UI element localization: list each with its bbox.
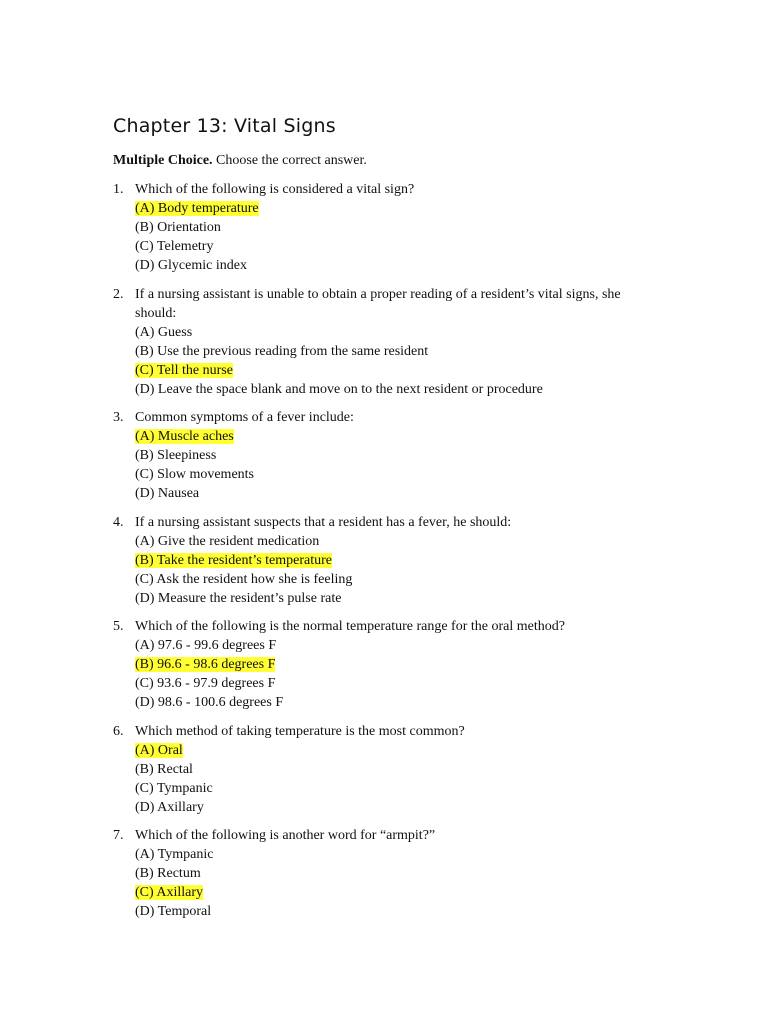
- correct-answer-option: [135, 199, 633, 218]
- answer-option-text: (A) Give the resident medication: [135, 533, 320, 549]
- answer-option: [135, 902, 633, 921]
- question-text: Which method of taking temperature is the most common?: [135, 723, 465, 739]
- question-4: [113, 513, 633, 608]
- answer-option-text: (A) Body temperature: [135, 201, 259, 216]
- answer-option: [135, 465, 633, 484]
- instructions-label: Multiple Choice.: [113, 153, 213, 168]
- answer-option-text: (B) Orientation: [135, 220, 221, 235]
- question-number: 2.: [113, 286, 124, 302]
- correct-answer-option: [135, 883, 633, 902]
- answer-option: [135, 693, 633, 712]
- answer-option: [135, 380, 633, 399]
- question-text: Which of the following is the normal temperature range for the oral method?: [135, 619, 565, 634]
- answer-option-text: (D) Leave the space blank and move on to the next resident or procedure: [135, 381, 543, 397]
- instructions-text: Choose the correct answer.: [212, 153, 367, 168]
- answer-option: [135, 218, 633, 237]
- answer-option-text: (A) 97.6 - 99.6 degrees F: [135, 638, 277, 653]
- answer-option-text: (C) Telemetry: [135, 239, 214, 254]
- answer-option-text: (D) 98.6 - 100.6 degrees F: [135, 695, 284, 710]
- answer-option: [135, 636, 633, 655]
- answer-option-text: (D) Temporal: [135, 904, 212, 919]
- question-5: [113, 617, 633, 712]
- answer-option: [135, 674, 633, 693]
- answer-options: [135, 199, 633, 275]
- answer-option: [135, 446, 633, 465]
- question-3: [113, 408, 633, 503]
- answer-options: [135, 532, 633, 608]
- answer-option-text: (C) Slow movements: [135, 467, 254, 482]
- answer-option-text: (A) Oral: [135, 742, 183, 758]
- answer-options: [135, 427, 633, 503]
- answer-option-text: (C) Ask the resident how she is feeling: [135, 571, 353, 587]
- answer-option: [135, 845, 633, 864]
- answer-option-text: (D) Axillary: [135, 799, 204, 815]
- answer-option-text: (B) Rectal: [135, 761, 193, 777]
- answer-options: [135, 845, 633, 921]
- answer-options: [135, 636, 633, 712]
- answer-option: [135, 484, 633, 503]
- answer-option: [135, 760, 633, 779]
- instructions: [113, 151, 367, 170]
- answer-option-text: (C) 93.6 - 97.9 degrees F: [135, 676, 276, 691]
- answer-option-text: (A) Muscle aches: [135, 429, 234, 444]
- answer-options: [135, 741, 633, 817]
- answer-option-text: (C) Tympanic: [135, 780, 213, 796]
- answer-option: [135, 589, 633, 608]
- question-number: 5.: [113, 619, 124, 634]
- correct-answer-option: [135, 655, 633, 674]
- answer-option: [135, 570, 633, 589]
- answer-option: [135, 532, 633, 551]
- question-1: [113, 180, 633, 275]
- question-number: 1.: [113, 182, 124, 197]
- answer-option-text: (B) Rectum: [135, 866, 201, 881]
- answer-option-text: (D) Measure the resident’s pulse rate: [135, 590, 342, 606]
- question-text: Which of the following is considered a vital sign?: [135, 182, 415, 197]
- question-list: [113, 180, 633, 931]
- correct-answer-option: [135, 361, 633, 380]
- answer-option: [135, 342, 633, 361]
- answer-option: [135, 779, 633, 798]
- question-text: If a nursing assistant suspects that a resident has a fever, he should:: [135, 514, 512, 530]
- correct-answer-option: [135, 551, 633, 570]
- answer-option-text: (D) Nausea: [135, 486, 200, 501]
- answer-option: [135, 256, 633, 275]
- question-2: [113, 285, 633, 399]
- question-text: If a nursing assistant is unable to obtain a proper reading of a resident’s vital signs, she should:: [135, 286, 621, 321]
- answer-option-text: (B) Use the previous reading from the same resident: [135, 343, 429, 359]
- answer-option-text: (A) Tympanic: [135, 847, 214, 862]
- question-number: 4.: [113, 514, 124, 530]
- question-text: Which of the following is another word for “armpit?”: [135, 828, 436, 843]
- chapter-title: Chapter 13: Vital Signs: [113, 115, 336, 137]
- answer-options: [135, 323, 633, 399]
- question-number: 3.: [113, 410, 124, 425]
- answer-option-text: (C) Tell the nurse: [135, 362, 233, 378]
- question-number: 7.: [113, 828, 124, 843]
- question-6: [113, 722, 633, 817]
- correct-answer-option: [135, 741, 633, 760]
- question-text: Common symptoms of a fever include:: [135, 410, 354, 425]
- answer-option-text: (B) 96.6 - 98.6 degrees F: [135, 657, 276, 672]
- answer-option-text: (A) Guess: [135, 324, 193, 340]
- answer-option: [135, 798, 633, 817]
- answer-option-text: (B) Sleepiness: [135, 448, 217, 463]
- answer-option-text: (C) Axillary: [135, 885, 204, 900]
- answer-option: [135, 864, 633, 883]
- answer-option: [135, 323, 633, 342]
- correct-answer-option: [135, 427, 633, 446]
- answer-option: [135, 237, 633, 256]
- answer-option-text: (D) Glycemic index: [135, 258, 247, 273]
- question-7: [113, 826, 633, 921]
- question-number: 6.: [113, 723, 124, 739]
- answer-option-text: (B) Take the resident’s temperature: [135, 552, 333, 568]
